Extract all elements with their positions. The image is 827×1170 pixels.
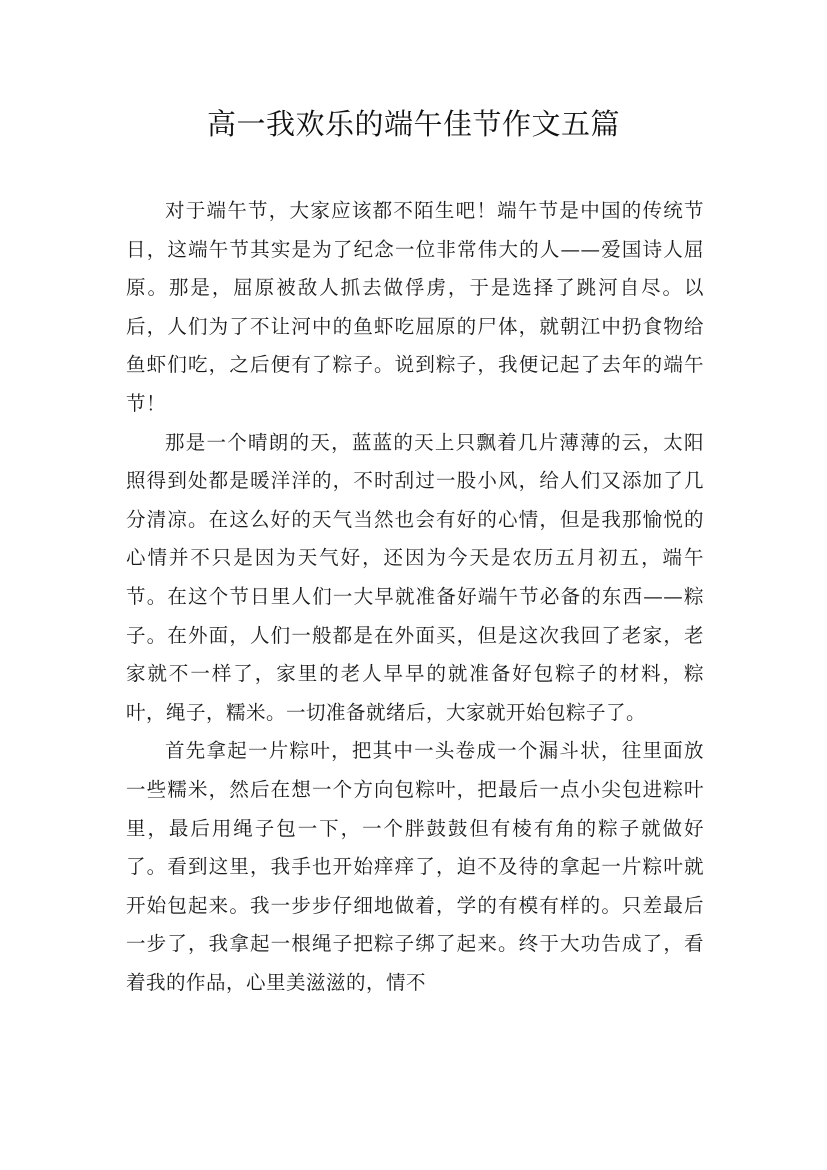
paragraph-1: 对于端午节，大家应该都不陌生吧！端午节是中国的传统节日，这端午节其实是为了纪念一位非常伟大的人——爱国诗人屈原。那是，屈原被敌人抓去做俘虏，于是选择了跳河自尽。以后，人们为了不让河中的鱼虾吃屈原的尸体，就朝江中扔食物给鱼虾们吃，之后便有了粽子。说到粽子，我便记起了去年的端午节！ bbox=[126, 199, 704, 415]
document-body bbox=[126, 192, 704, 1002]
paragraph-2: 那是一个晴朗的天，蓝蓝的天上只飘着几片薄薄的云，太阳照得到处都是暖洋洋的，不时刮过一股小风，给人们又添加了几分清凉。在这么好的天气当然也会有好的心情，但是我那愉悦的心情并不只是因为天气好，还因为今天是农历五月初五，端午节。在这个节日里人们一大早就准备好端午节必备的东西——粽子。在外面，人们一般都是在外面买，但是这次我回了老家，老家就不一样了，家里的老人早早的就准备好包粽子的材料，粽叶，绳子，糯米。一切准备就绪后，大家就开始包粽子了。 bbox=[126, 430, 704, 724]
document-title: 高一我欢乐的端午佳节作文五篇 bbox=[206, 107, 620, 141]
paragraph-3: 首先拿起一片粽叶，把其中一头卷成一个漏斗状，往里面放一些糯米，然后在想一个方向包粽叶，把最后一点小尖包进粽叶里，最后用绳子包一下，一个胖鼓鼓但有棱有角的粽子就做好了。看到这里，我手也开始痒痒了，迫不及待的拿起一片粽叶就开始包起来。我一步步仔细地做着，学的有模有样的。只差最后一步了，我拿起一根绳子把粽子绑了起来。终于大功告成了，看着我的作品，心里美滋滋的，情不 bbox=[126, 739, 704, 994]
